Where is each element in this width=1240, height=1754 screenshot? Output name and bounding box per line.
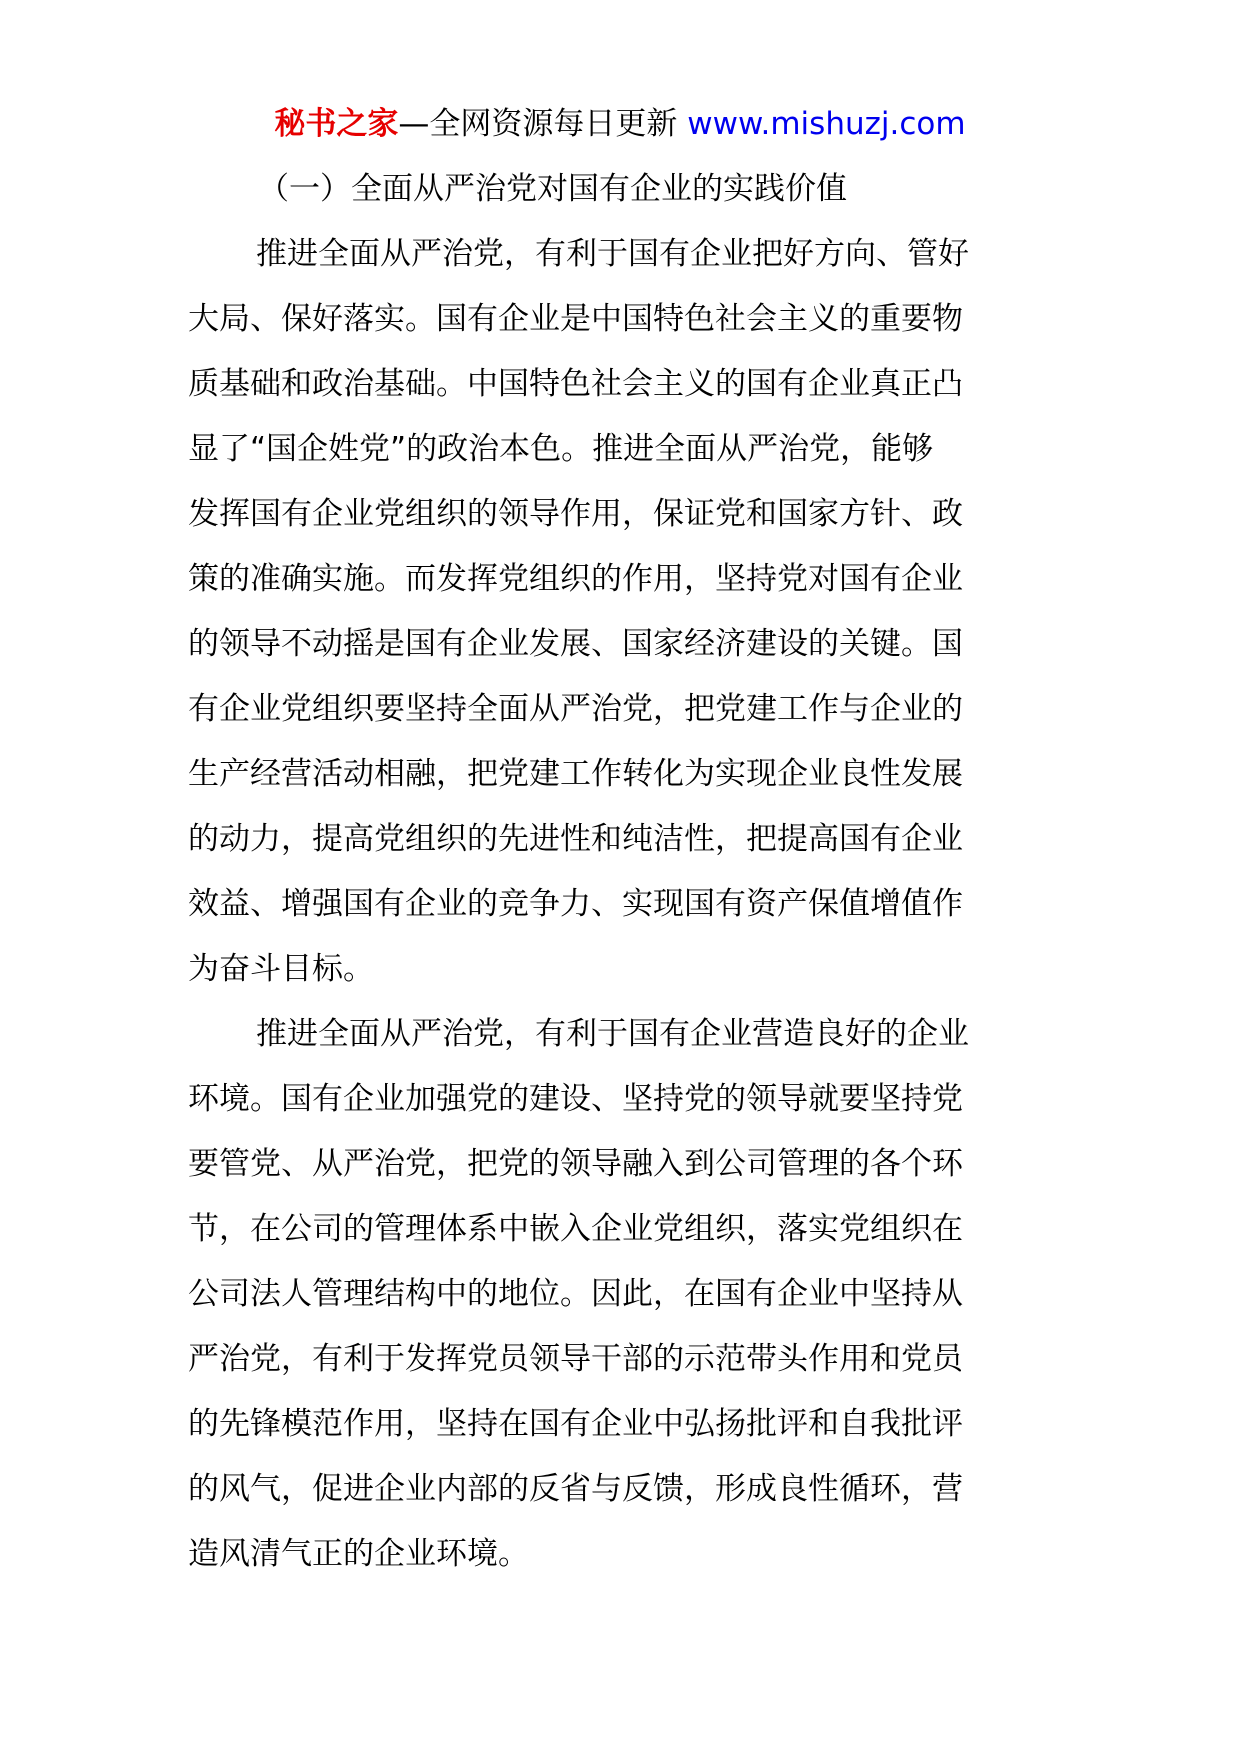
text-line: 节，在公司的管理体系中嵌入企业党组织，落实党组织在 [188,1211,963,1247]
text-line: 生产经营活动相融，把党建工作转化为实现企业良性发展 [188,756,963,792]
text-line: 有企业党组织要坚持全面从严治党，把党建工作与企业的 [188,691,963,727]
text-line: 的领导不动摇是国有企业发展、国家经济建设的关键。国 [188,626,963,662]
site-url-link[interactable]: www.mishuzj.com [687,106,966,142]
text-line: 发挥国有企业党组织的领导作用，保证党和国家方针、政 [188,496,963,532]
section-heading: （一）全面从严治党对国有企业的实践价值 [258,171,847,207]
paragraph [188,1002,1056,1587]
site-brand: 秘书之家 [274,106,399,142]
text-line: 公司法人管理结构中的地位。因此，在国有企业中坚持从 [188,1276,963,1312]
site-header [0,98,1240,150]
text-line: 大局、保好落实。国有企业是中国特色社会主义的重要物 [188,301,963,337]
site-tagline: —全网资源每日更新 [398,106,688,142]
text-line: 推进全面从严治党，有利于国有企业把好方向、管好 [256,236,969,272]
text-line: 为奋斗目标。 [188,951,374,987]
text-line: 要管党、从严治党，把党的领导融入到公司管理的各个环 [188,1146,963,1182]
text-line: 策的准确实施。而发挥党组织的作用，坚持党对国有企业 [188,561,963,597]
text-line: 推进全面从严治党，有利于国有企业营造良好的企业 [256,1016,969,1052]
text-line: 质基础和政治基础。中国特色社会主义的国有企业真正凸 [188,366,963,402]
text-line: 严治党，有利于发挥党员领导干部的示范带头作用和党员 [188,1341,963,1377]
text-line: 环境。国有企业加强党的建设、坚持党的领导就要坚持党 [188,1081,963,1117]
text-line: 效益、增强国有企业的竞争力、实现国有资产保值增值作 [188,886,963,922]
text-line: 造风清气正的企业环境。 [188,1536,529,1572]
paragraph [188,222,1056,1002]
text-line: 显了“国企姓党”的政治本色。推进全面从严治党，能够 [188,431,934,467]
text-line: 的动力，提高党组织的先进性和纯洁性，把提高国有企业 [188,821,963,857]
text-line: 的风气，促进企业内部的反省与反馈，形成良性循环，营 [188,1471,963,1507]
text-line: 的先锋模范作用，坚持在国有企业中弘扬批评和自我批评 [188,1406,963,1442]
document-body [188,222,1056,1587]
